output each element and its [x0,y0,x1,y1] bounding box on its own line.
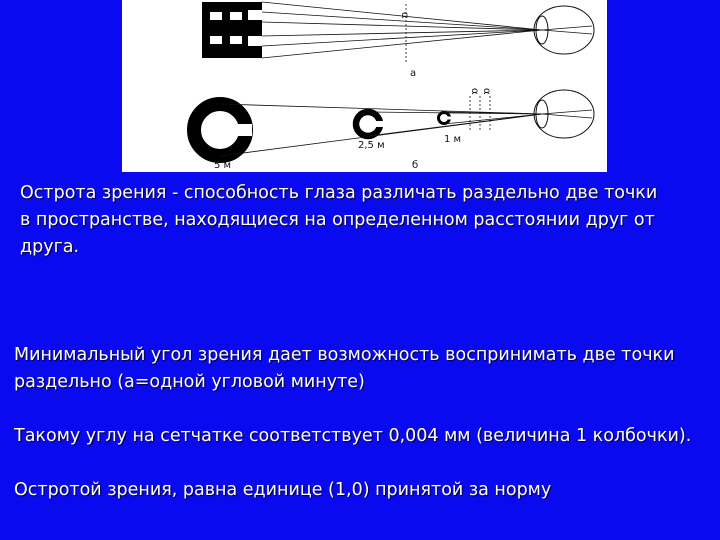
letter-e-chart [202,2,262,58]
label-2-5m: 2,5 м [358,140,385,151]
label-b: б [412,160,419,171]
label-alpha-top: α [399,12,410,19]
label-alpha-1: α [469,88,480,95]
definition-paragraph: Острота зрения - способность глаза различать раздельно две точки в пространстве, находящиеся на определенном расстоянии друг от друга. [20,183,658,257]
spacer [14,450,704,477]
norm-paragraph: Остротой зрения, равна единице (1,0) принятой за норму [14,480,552,500]
spacer [14,396,704,423]
details-text-block [14,342,704,504]
retina-paragraph: Такому углу на сетчатке соответствует 0,004 мм (величина 1 колбочки). [14,426,692,446]
label-alpha-2: α [481,88,492,95]
diagram-svg [122,0,607,172]
top-rays [262,2,592,62]
min-angle-paragraph: Минимальный угол зрения дает возможность воспринимать две точки раздельно (а=одной угловой минуте) [14,345,675,392]
visual-acuity-diagram [122,0,607,172]
label-a: а [410,68,417,79]
definition-text-block [20,180,660,261]
label-1m: 1 м [444,134,462,145]
label-5m: 5 м [214,160,232,171]
